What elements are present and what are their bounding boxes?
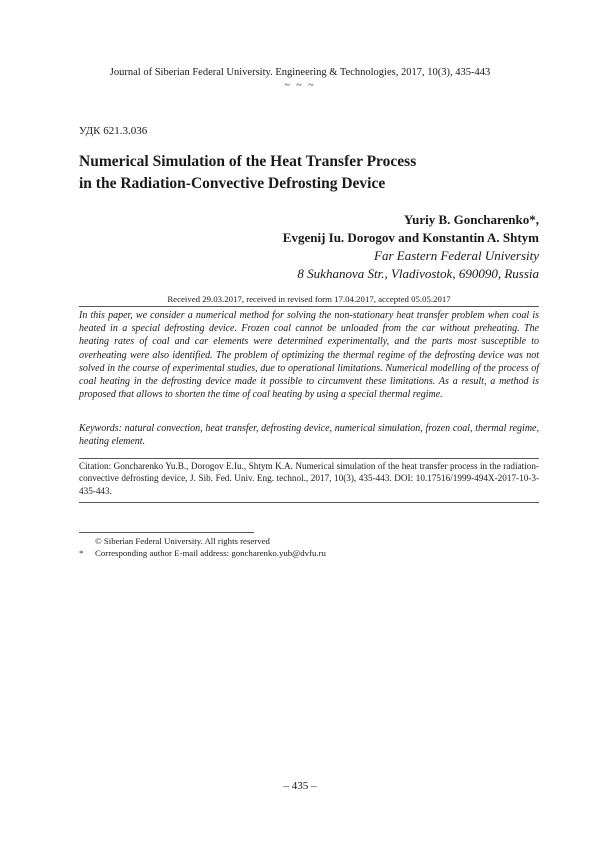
footnote-corresponding-author [79, 547, 326, 559]
affiliation-address: 8 Sukhanova Str., Vladivostok, 690090, Russia [297, 266, 539, 281]
udc-code: УДК 621.3.036 [79, 125, 148, 137]
affiliation: Far Eastern Federal University [374, 248, 539, 263]
keywords: Keywords: natural convection, heat transfer, defrosting device, numerical simulation, frozen coal, thermal regime, heating element. [79, 423, 539, 448]
footnotes [79, 535, 326, 559]
citation-bottom-rule [79, 502, 539, 503]
footnote-marker: * [79, 548, 84, 558]
title-line-2: in the Radiation-Convective Defrosting Device [79, 175, 386, 192]
footnote-rule [79, 532, 254, 533]
citation: Citation: Goncharenko Yu.B., Dorogov E.Iu., Shtym K.A. Numerical simulation of the heat transfer process in the radiation-convective defrosting device, J. Sib. Fed. Univ. Eng. technol., 2017, 10(3), 435-443. DOI: 10.17516/1999-494X-2017-10-3-435-443. [79, 461, 539, 496]
page-number: – 435 – [283, 780, 317, 792]
footnote-copyright [79, 535, 326, 547]
footnote-text: © Siberian Federal University. All rights reserved [95, 536, 270, 546]
received-dates: Received 29.03.2017, received in revised form 17.04.2017, accepted 05.05.2017 [167, 294, 451, 304]
footnote-marker [79, 535, 95, 547]
abstract: In this paper, we consider a numerical method for solving the non-stationary heat transfer problem when coal is heated in a special defrosting device. Frozen coal cannot be unloaded from the car without preheating. The heating rates of coal and car elements were determined experimentally, and the parts most susceptible to overheating were also identified. The problem of optimizing the thermal regime of the defrosting device was not solved in the course of experimental studies, due to operational limitations. Numerical modelling of the process of coal heating in the defrosting device made it possible to circumvent these limitations. As a result, a method is proposed that allows to shorten the time of coal heating by using a special thermal regime. [79, 310, 539, 401]
citation-top-rule [79, 458, 539, 459]
author-block [283, 211, 539, 283]
authors-line-2: Evgenij Iu. Dorogov and Konstantin A. Shtym [282, 230, 539, 245]
footnote-text: Corresponding author E-mail address: goncharenko.yub@dvfu.ru [95, 548, 326, 558]
paper-title [79, 151, 539, 195]
authors-line-1: Yuriy B. Goncharenko*, [403, 212, 539, 227]
journal-header: Journal of Siberian Federal University. Engineering & Technologies, 2017, 10(3), 435-443 [109, 67, 491, 78]
abstract-top-rule [79, 306, 539, 307]
title-line-1: Numerical Simulation of the Heat Transfer Process [79, 153, 417, 170]
journal-ornament: ~ ~ ~ [284, 80, 316, 91]
